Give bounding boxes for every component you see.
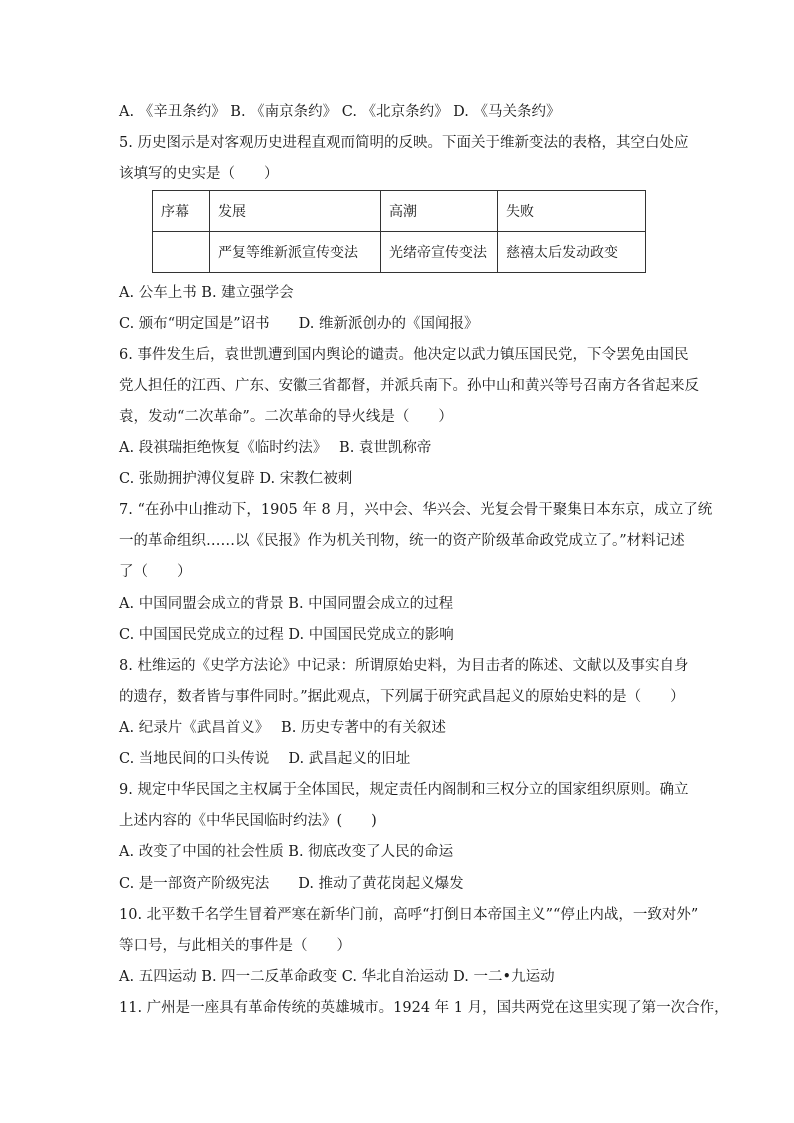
- q8-options-cd: C. 当地民间的口头传说 D. 武昌起义的旧址: [119, 751, 411, 767]
- q7-stem-2: 一的革命组织……以《民报》作为机关刊物，统一的资产阶级革命政党成立了。”材料记述: [119, 533, 685, 549]
- q9-options-cd: C. 是一部资产阶级宪法 D. 推动了黄花岗起义爆发: [119, 876, 464, 892]
- q10-stem-1: 10. 北平数千名学生冒着严寒在新华门前，高呼“打倒日本帝国主义”“停止内战，一致对外”: [119, 907, 699, 923]
- q6-options-ab: A. 段祺瑞拒绝恢复《临时约法》 B. 袁世凯称帝: [119, 440, 432, 456]
- reform-table: [152, 190, 646, 273]
- q8-options-ab: A. 纪录片《武昌首义》 B. 历史专著中的有关叙述: [119, 720, 446, 736]
- q9-stem-2: 上述内容的《中华民国临时约法》( ): [119, 813, 377, 829]
- q7-stem-1: 7. “在孙中山推动下，1905 年 8 月，兴中会、华兴会、光复会骨干聚集日本东京，成立了统: [119, 502, 713, 518]
- q5-options-cd: C. 颁布“明定国是”诏书 D. 维新派创办的《国闻报》: [119, 316, 479, 332]
- q5-stem-2: 该填写的史实是（ ）: [119, 166, 279, 182]
- table-header-cell: 发展: [210, 191, 381, 232]
- q9-options-ab: A. 改变了中国的社会性质 B. 彻底改变了人民的命运: [119, 844, 454, 860]
- q6-stem-2: 党人担任的江西、广东、安徽三省都督，并派兵南下。孙中山和黄兴等号召南方各省起来反: [119, 378, 699, 394]
- table-cell: 光绪帝宣传变法: [381, 232, 498, 273]
- q8-stem-2: 的遗存，数者皆与事件同时。”据此观点，下列属于研究武昌起义的原始史料的是（ ）: [119, 689, 685, 705]
- q6-stem-3: 袁，发动“二次革命”。二次革命的导火线是（ ）: [119, 409, 453, 425]
- table-cell-blank: [153, 232, 210, 273]
- q8-stem-1: 8. 杜维运的《史学方法论》中记录：所谓原始史料，为目击者的陈述、文献以及事实自身: [119, 658, 689, 674]
- q10-options: A. 五四运动 B. 四一二反革命政变 C. 华北自治运动 D. 一二•九运动: [119, 969, 555, 985]
- table-header-row: [153, 191, 646, 232]
- q6-options-cd: C. 张勋拥护溥仪复辟 D. 宋教仁被刺: [119, 471, 353, 487]
- q5-options-ab: A. 公车上书 B. 建立强学会: [119, 285, 294, 301]
- q7-options-cd: C. 中国国民党成立的过程 D. 中国国民党成立的影响: [119, 627, 454, 643]
- q7-options-ab: A. 中国同盟会成立的背景 B. 中国同盟会成立的过程: [119, 596, 454, 612]
- table-cell: 严复等维新派宣传变法: [210, 232, 381, 273]
- q10-stem-2: 等口号，与此相关的事件是（ ）: [119, 938, 351, 954]
- q7-stem-3: 了（ ）: [119, 564, 192, 580]
- q9-stem-1: 9. 规定中华民国之主权属于全体国民，规定责任内阁制和三权分立的国家组织原则。确立: [119, 782, 689, 798]
- table-header-cell: 失败: [498, 191, 646, 232]
- q6-stem-1: 6. 事件发生后，袁世凯遭到国内舆论的谴责。他决定以武力镇压国民党，下令罢免由国民: [119, 347, 689, 363]
- table-header-cell: 高潮: [381, 191, 498, 232]
- q5-stem-1: 5. 历史图示是对客观历史进程直观而简明的反映。下面关于维新变法的表格，其空白处应: [119, 135, 689, 151]
- q11-stem-1: 11. 广州是一座具有革命传统的英雄城市。1924 年 1 月，国共两党在这里实现了第一次合作，: [119, 1000, 729, 1016]
- table-header-cell: 序幕: [153, 191, 210, 232]
- table-row: [153, 232, 646, 273]
- table-cell: 慈禧太后发动政变: [498, 232, 646, 273]
- q4-options: A. 《辛丑条约》 B. 《南京条约》 C. 《北京条约》 D. 《马关条约》: [119, 104, 561, 120]
